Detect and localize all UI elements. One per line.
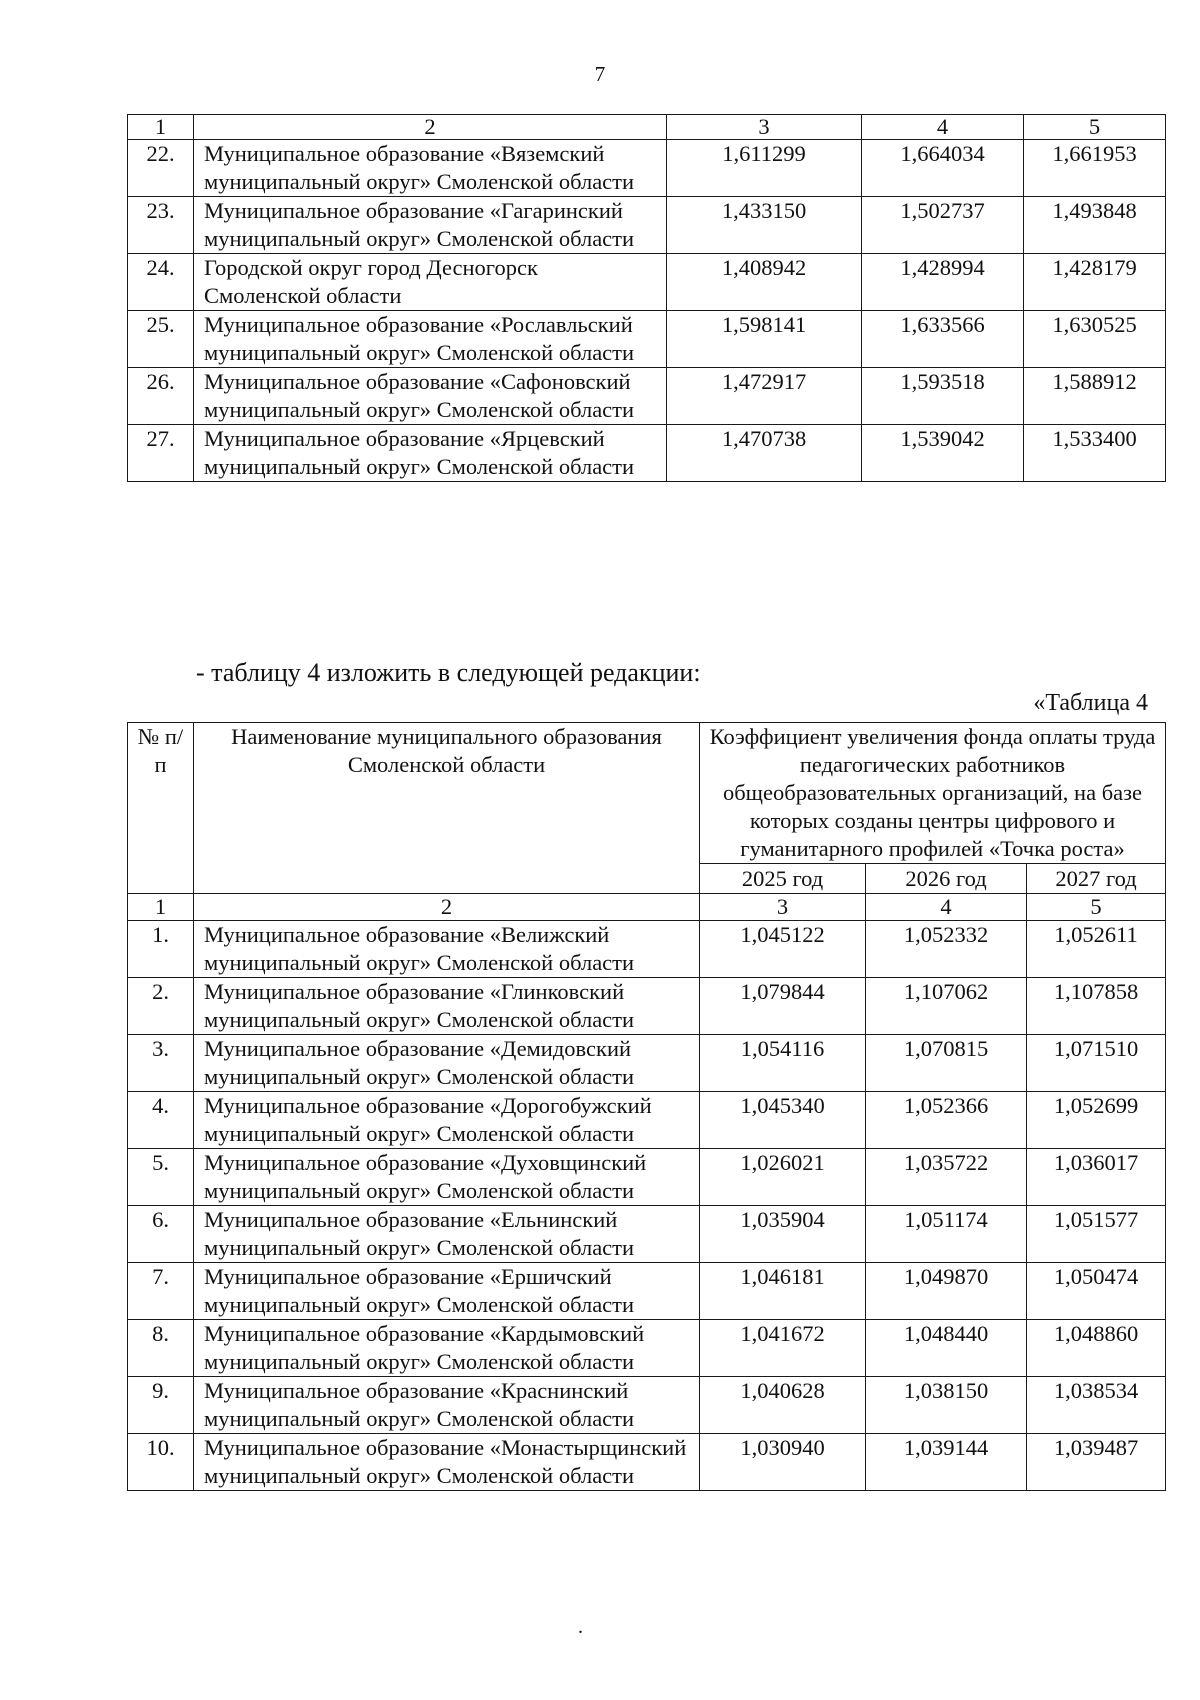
value-cell: 1,593518 (862, 368, 1024, 425)
row-number: 7. (128, 1263, 194, 1320)
municipality-name: Муниципальное образование «Духовщинский муниципальный округ» Смоленской области (194, 1149, 700, 1206)
value-cell: 1,051577 (1027, 1206, 1166, 1263)
year-header: 2025 год (700, 864, 866, 894)
row-number: 9. (128, 1377, 194, 1434)
value-cell: 1,035904 (700, 1206, 866, 1263)
row-number: 8. (128, 1320, 194, 1377)
table-row (128, 1434, 1166, 1491)
index-cell: 2 (194, 894, 700, 921)
value-cell: 1,030940 (700, 1434, 866, 1491)
municipality-name: Муниципальное образование «Ярцевский муниципальный округ» Смоленской области (194, 425, 667, 482)
table-row (128, 1377, 1166, 1434)
table-row (128, 978, 1166, 1035)
value-cell: 1,045340 (700, 1092, 866, 1149)
municipality-name: Муниципальное образование «Демидовский муниципальный округ» Смоленской области (194, 1035, 700, 1092)
value-cell: 1,038150 (866, 1377, 1027, 1434)
header-cell: 4 (862, 115, 1024, 140)
col-number-header: № п/п (128, 723, 194, 894)
value-cell: 1,071510 (1027, 1035, 1166, 1092)
row-number: 22. (128, 140, 194, 197)
value-cell: 1,051174 (866, 1206, 1027, 1263)
table-caption: «Таблица 4 (1033, 690, 1148, 716)
value-cell: 1,428179 (1024, 254, 1166, 311)
index-cell: 3 (700, 894, 866, 921)
table-row (128, 425, 1166, 482)
header-cell: 5 (1024, 115, 1166, 140)
municipality-name: Муниципальное образование «Сафоновский муниципальный округ» Смоленской области (194, 368, 667, 425)
value-cell: 1,070815 (866, 1035, 1027, 1092)
value-cell: 1,052699 (1027, 1092, 1166, 1149)
row-number: 23. (128, 197, 194, 254)
header-cell: 1 (128, 115, 194, 140)
col-name-header: Наименование муниципального образования Смоленской области (194, 723, 700, 894)
table-row (128, 368, 1166, 425)
table-row (128, 1263, 1166, 1320)
coefficients-table-continued (127, 114, 1166, 482)
row-number: 4. (128, 1092, 194, 1149)
table-header-index-row (128, 115, 1166, 140)
municipality-name: Муниципальное образование «Дорогобужский муниципальный округ» Смоленской области (194, 1092, 700, 1149)
table-row (128, 1092, 1166, 1149)
table-4 (127, 722, 1166, 1491)
row-number: 2. (128, 978, 194, 1035)
header-cell: 2 (194, 115, 667, 140)
municipality-name: Муниципальное образование «Глинковский муниципальный округ» Смоленской области (194, 978, 700, 1035)
col-coefficient-header: Коэффициент увеличения фонда оплаты труда педагогических работников общеобразовательных организаций, на базе которых созданы центры цифрового и гуманитарного профилей «Точка роста» (700, 723, 1166, 864)
value-cell: 1,048440 (866, 1320, 1027, 1377)
row-number: 10. (128, 1434, 194, 1491)
table-row (128, 1206, 1166, 1263)
value-cell: 1,049870 (866, 1263, 1027, 1320)
value-cell: 1,045122 (700, 921, 866, 978)
value-cell: 1,054116 (700, 1035, 866, 1092)
year-header: 2026 год (866, 864, 1027, 894)
footer-mark: . (578, 1616, 583, 1638)
row-number: 3. (128, 1035, 194, 1092)
row-number: 27. (128, 425, 194, 482)
value-cell: 1,533400 (1024, 425, 1166, 482)
value-cell: 1,048860 (1027, 1320, 1166, 1377)
municipality-name: Муниципальное образование «Ершичский муниципальный округ» Смоленской области (194, 1263, 700, 1320)
table-header-row (128, 723, 1166, 864)
value-cell: 1,079844 (700, 978, 866, 1035)
table-row (128, 921, 1166, 978)
municipality-name: Городской округ город Десногорск Смоленской области (194, 254, 667, 311)
value-cell: 1,107858 (1027, 978, 1166, 1035)
value-cell: 1,630525 (1024, 311, 1166, 368)
row-number: 5. (128, 1149, 194, 1206)
value-cell: 1,472917 (667, 368, 862, 425)
row-number: 25. (128, 311, 194, 368)
value-cell: 1,598141 (667, 311, 862, 368)
index-cell: 5 (1027, 894, 1166, 921)
row-number: 1. (128, 921, 194, 978)
value-cell: 1,050474 (1027, 1263, 1166, 1320)
table-row (128, 1320, 1166, 1377)
value-cell: 1,052332 (866, 921, 1027, 978)
value-cell: 1,633566 (862, 311, 1024, 368)
value-cell: 1,026021 (700, 1149, 866, 1206)
table-row (128, 140, 1166, 197)
row-number: 6. (128, 1206, 194, 1263)
row-number: 26. (128, 368, 194, 425)
municipality-name: Муниципальное образование «Рославльский муниципальный округ» Смоленской области (194, 311, 667, 368)
value-cell: 1,611299 (667, 140, 862, 197)
municipality-name: Муниципальное образование «Гагаринский муниципальный округ» Смоленской области (194, 197, 667, 254)
value-cell: 1,046181 (700, 1263, 866, 1320)
table-row (128, 311, 1166, 368)
value-cell: 1,107062 (866, 978, 1027, 1035)
table-index-row (128, 894, 1166, 921)
page-number: 7 (594, 62, 606, 86)
table-row (128, 197, 1166, 254)
value-cell: 1,433150 (667, 197, 862, 254)
municipality-name: Муниципальное образование «Монастырщинский муниципальный округ» Смоленской области (194, 1434, 700, 1491)
municipality-name: Муниципальное образование «Краснинский муниципальный округ» Смоленской области (194, 1377, 700, 1434)
value-cell: 1,040628 (700, 1377, 866, 1434)
value-cell: 1,039144 (866, 1434, 1027, 1491)
value-cell: 1,035722 (866, 1149, 1027, 1206)
table-row (128, 1035, 1166, 1092)
table-row (128, 254, 1166, 311)
value-cell: 1,036017 (1027, 1149, 1166, 1206)
value-cell: 1,052366 (866, 1092, 1027, 1149)
municipality-name: Муниципальное образование «Велижский муниципальный округ» Смоленской области (194, 921, 700, 978)
value-cell: 1,470738 (667, 425, 862, 482)
value-cell: 1,038534 (1027, 1377, 1166, 1434)
index-cell: 1 (128, 894, 194, 921)
value-cell: 1,502737 (862, 197, 1024, 254)
value-cell: 1,539042 (862, 425, 1024, 482)
value-cell: 1,039487 (1027, 1434, 1166, 1491)
header-cell: 3 (667, 115, 862, 140)
row-number: 24. (128, 254, 194, 311)
amendment-instruction: - таблицу 4 изложить в следующей редакции: (196, 658, 701, 687)
value-cell: 1,664034 (862, 140, 1024, 197)
year-header: 2027 год (1027, 864, 1166, 894)
index-cell: 4 (866, 894, 1027, 921)
municipality-name: Муниципальное образование «Кардымовский муниципальный округ» Смоленской области (194, 1320, 700, 1377)
municipality-name: Муниципальное образование «Ельнинский муниципальный округ» Смоленской области (194, 1206, 700, 1263)
value-cell: 1,493848 (1024, 197, 1166, 254)
value-cell: 1,428994 (862, 254, 1024, 311)
value-cell: 1,408942 (667, 254, 862, 311)
table-row (128, 1149, 1166, 1206)
value-cell: 1,041672 (700, 1320, 866, 1377)
value-cell: 1,052611 (1027, 921, 1166, 978)
value-cell: 1,588912 (1024, 368, 1166, 425)
municipality-name: Муниципальное образование «Вяземский муниципальный округ» Смоленской области (194, 140, 667, 197)
value-cell: 1,661953 (1024, 140, 1166, 197)
